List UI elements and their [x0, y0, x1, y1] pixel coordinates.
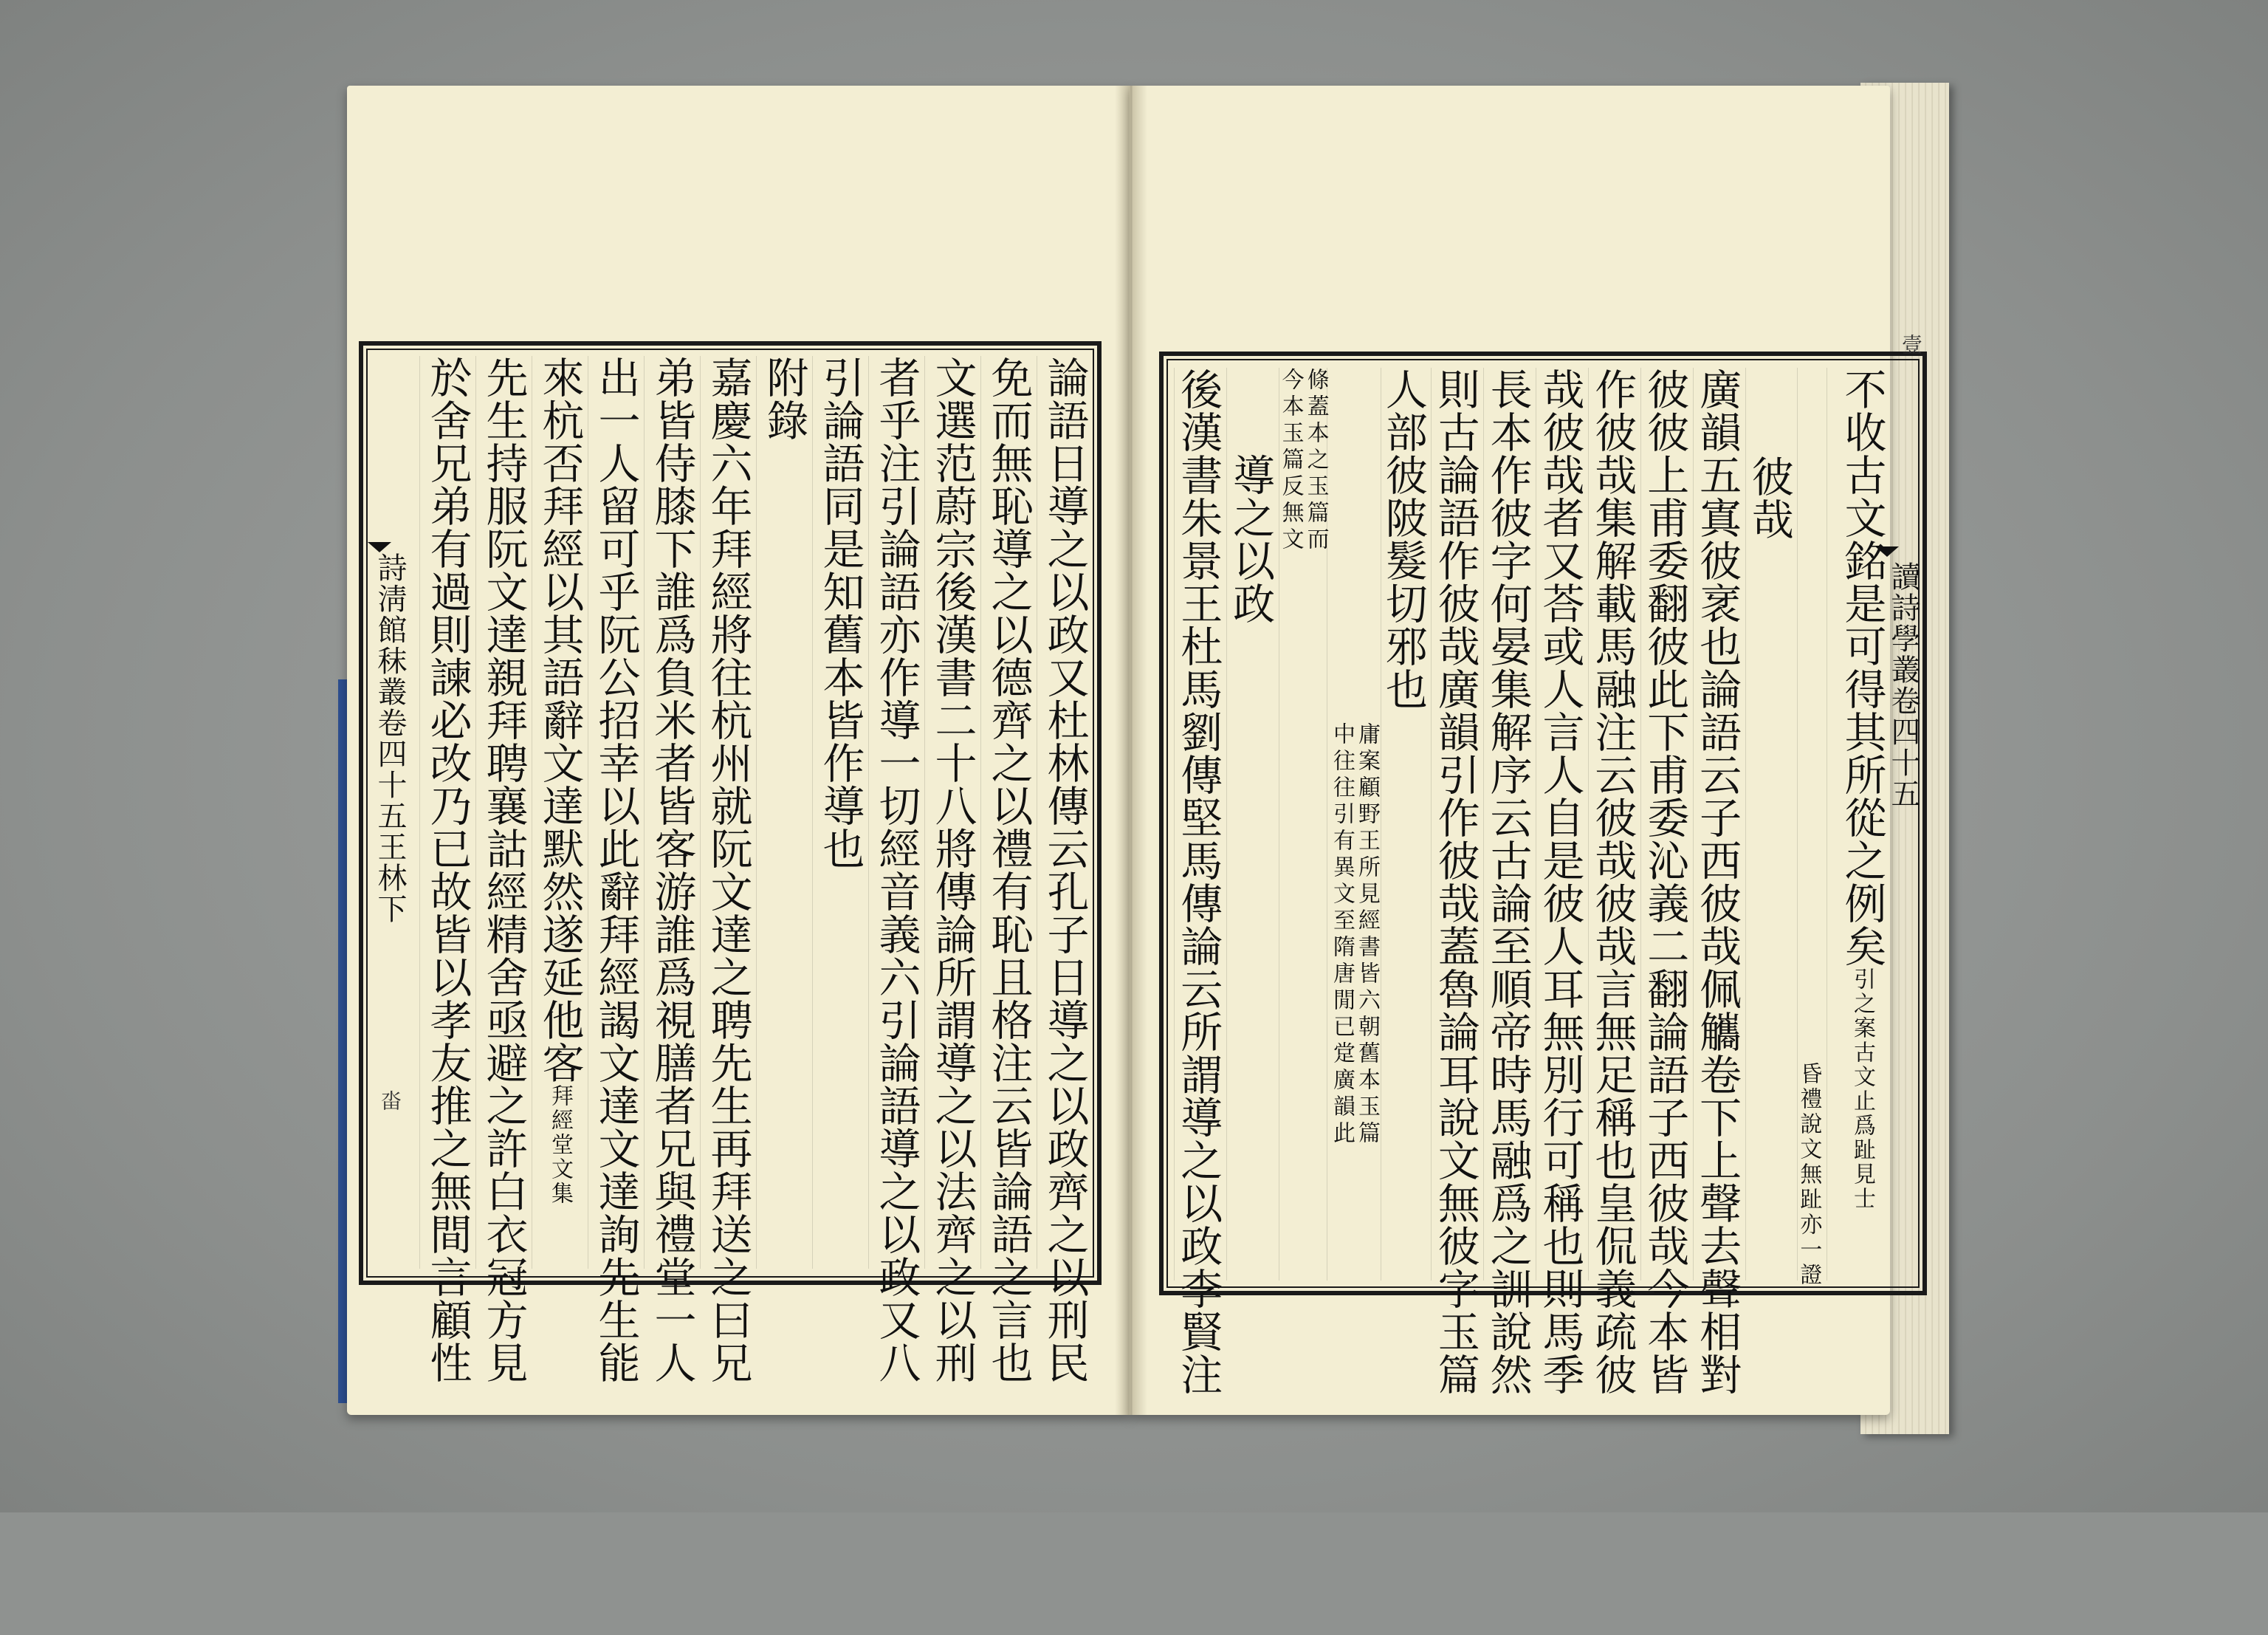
text-column-with-note: [1827, 368, 1890, 1281]
text-column: 出一人留可乎阮公招幸以此辭拜經謁文達文達詢先生能: [588, 356, 644, 1269]
text-column: 作彼哉集解載馬融注云彼哉彼哉言無足稱也皇侃義疏彼: [1588, 368, 1640, 1281]
text-column: 於舍兄弟有過則諫必改乃已故皆以孝友推之無間言顧性: [419, 356, 475, 1269]
text-column-with-note: [1378, 368, 1431, 1281]
appendix-heading: 附錄: [756, 356, 812, 1269]
text-column: 則古論語作彼哉廣韻引作彼哉蓋魯論耳說文無彼字玉篇: [1431, 368, 1483, 1281]
column-main-text: 來杭否拜經以其語辭文達默然遂延他客: [535, 356, 584, 1084]
left-text-columns: [413, 356, 1093, 1384]
right-folio: 壹: [1899, 334, 1923, 354]
column-note: [1849, 967, 1875, 1211]
double-note-column: [1327, 368, 1381, 1281]
note-line: 條蓋本之玉篇而: [1302, 368, 1329, 554]
column-note-a: 引之案古文止爲趾見士: [1849, 967, 1875, 1211]
text-column: 論語日導之以政又杜林傳云孔子日導之以政齊之以刑民: [1037, 356, 1093, 1269]
text-column: 長本作彼字何晏集解序云古論至順帝時馬融爲之訓說然: [1483, 368, 1536, 1281]
text-column: 哉彼哉者又荅或人言人自是彼人耳無別行可稱也則馬季: [1536, 368, 1588, 1281]
section-heading: 彼哉: [1745, 368, 1798, 1281]
left-fold-title: 詩淸館秣叢卷四十五王林下: [373, 552, 407, 925]
left-folio: 畓: [378, 1090, 402, 1111]
note-line: 今本玉篇反無文: [1277, 368, 1304, 554]
text-column: 弟皆侍膝下誰爲負米者皆客游誰爲視膳者兄與禮堂一人: [644, 356, 700, 1269]
text-column: 文選范蔚宗後漢書二十八將傳論所謂導之以法齊之以刑: [924, 356, 980, 1269]
text-column: 後漢書朱景王杜馬劉傳堅馬傳論云所謂導之以政李賢注: [1174, 368, 1226, 1281]
text-column: 廣韻五寘彼衺也論語云子西彼哉佩觿卷下上聲去聲相對: [1693, 368, 1745, 1281]
text-column: 先生持服阮文達親拜聘襄詁經精舍亟避之許白衣冠方見: [475, 356, 532, 1269]
note-line: 庸案顧野王所見經書皆六朝舊本玉篇: [1354, 722, 1381, 1148]
note-column: 昏禮說文無趾亦一證: [1797, 368, 1827, 1281]
section-heading: 導之以政: [1226, 368, 1279, 1281]
right-fold-title: 讀詩學叢卷四十五: [1886, 561, 1920, 809]
column-main-text: 人部彼陂髮切邪也: [1378, 368, 1428, 710]
text-column: 嘉慶六年拜經將往杭州就阮文達之聘先生再拜送之曰兄: [700, 356, 756, 1269]
note-line: 中往往引有異文至隋唐閒已䟫廣韻此: [1329, 722, 1355, 1148]
left-fishtail-mark: [368, 542, 391, 552]
column-main-text: 不收古文銘是可得其所從之例矣: [1838, 368, 1886, 967]
book-gutter: [1115, 86, 1147, 1415]
text-column: 者乎注引論語亦作導一切經音義六引論語導之以政又八: [868, 356, 924, 1269]
text-column: 免而無恥導之以德齊之以禮有恥且格注云皆論語之言也: [980, 356, 1037, 1269]
double-note-column: [1279, 368, 1327, 1281]
column-note: 拜經堂文集: [547, 1084, 573, 1206]
text-column: 引論語同是知舊本皆作導也: [812, 356, 868, 1269]
text-column: 彼彼上甫委翻彼此下甫委沁義二翻論語子西彼哉今本皆: [1640, 368, 1693, 1281]
right-text-columns: [1173, 368, 1890, 1396]
text-column-with-note: [532, 356, 588, 1269]
